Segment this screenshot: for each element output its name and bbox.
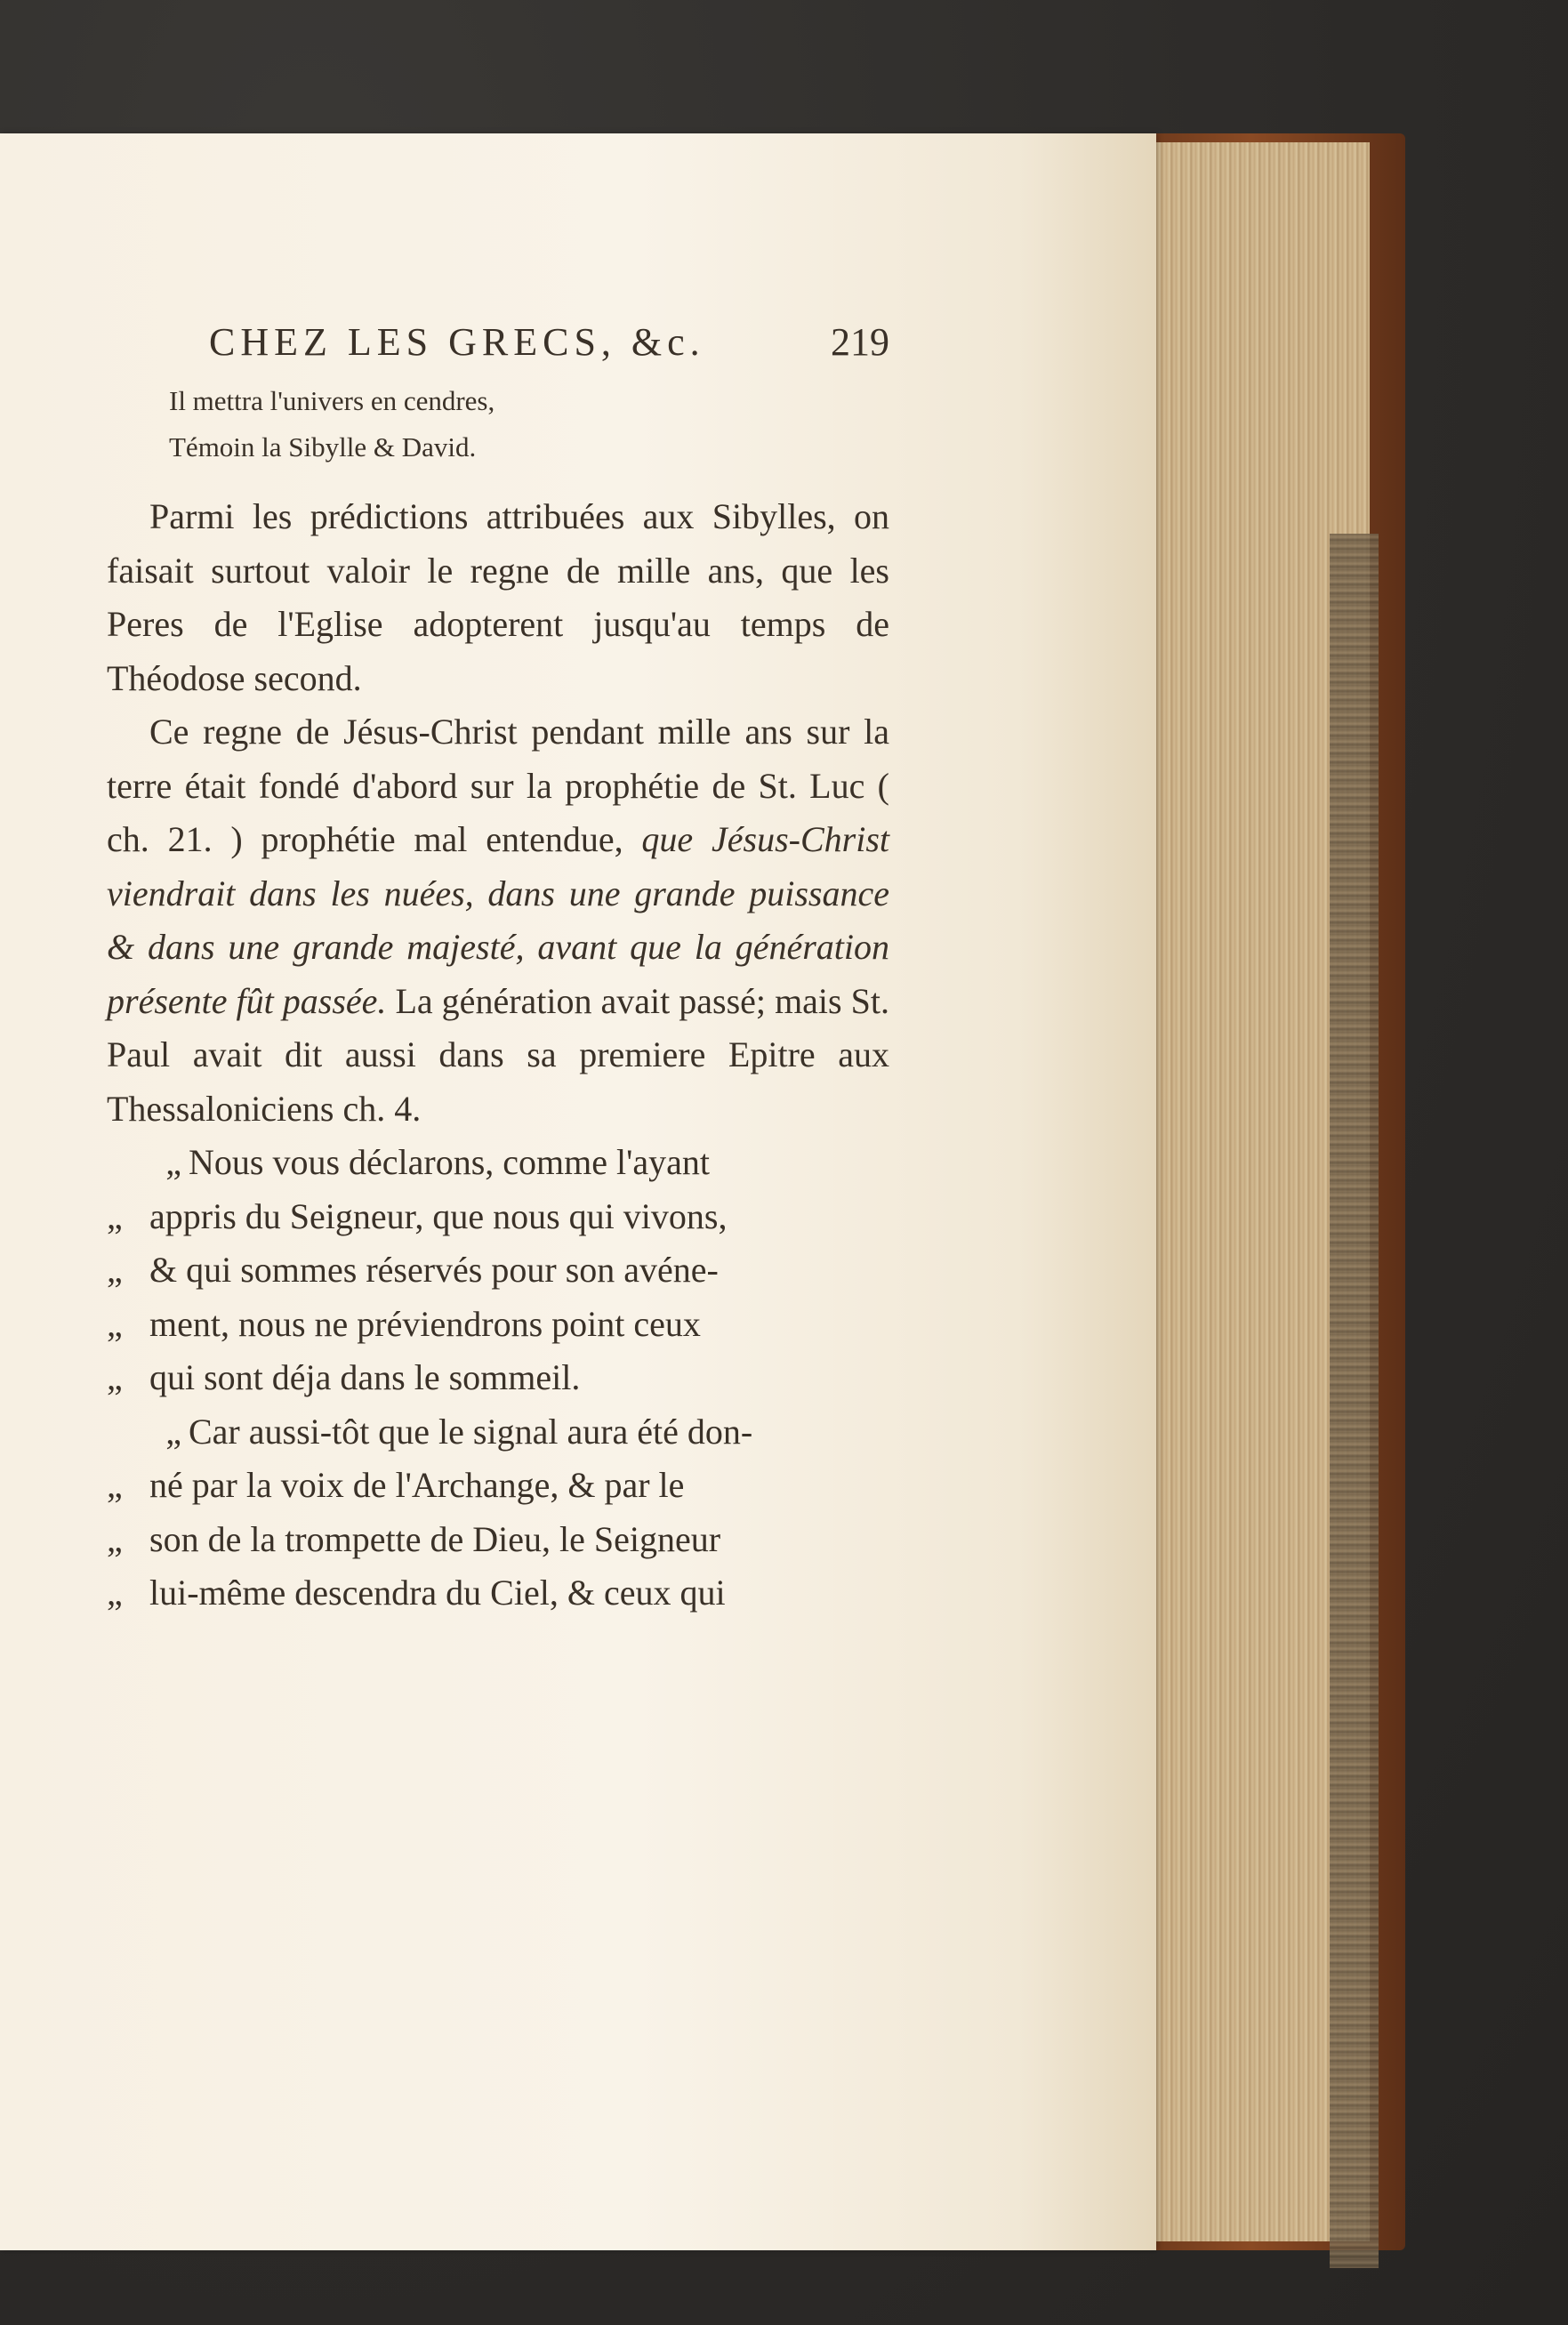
paragraph-lead: Ce regne de Jésus-Christ pendant mille ans sur la terre était fondé d'abord sur la prophétie de St. Luc ( ch. 21. ) prophétie mal entendue, (107, 712, 889, 859)
quote-mark: „ (165, 1411, 181, 1452)
running-head (107, 307, 889, 378)
quote-line: „ lui-même descendra du Ciel, & ceux qui (107, 1566, 889, 1621)
quote-mark: „ (107, 1250, 123, 1290)
quote-line: „ Nous vous déclarons, comme l'ayant (107, 1136, 889, 1190)
quote-mark: „ (107, 1303, 123, 1344)
paragraph-millennium (107, 705, 889, 1136)
paragraph-sibyls: Parmi les prédictions attribuées aux Sibylles, on faisait surtout valoir le regne de mille ans, que les Peres de l'Eglise adopterent jusqu'au temps de Théodose second. (107, 496, 889, 698)
paragraph-tail: La génération avait passé; mais St. Paul avait dit aussi dans sa premiere Epitre aux Thessaloniciens ch. 4. (107, 980, 890, 1129)
quote-line: „ Car aussi-tôt que le signal aura été don- (107, 1405, 889, 1460)
quote-mark: „ (107, 1573, 123, 1613)
quote-line: „ ment, nous ne préviendrons point ceux (107, 1298, 889, 1352)
thessalonians-quote-2 (107, 1405, 889, 1621)
quote-line: „ qui sont déja dans le sommeil. (107, 1351, 889, 1405)
quote-mark: „ (165, 1142, 181, 1182)
fore-edge-stain (1330, 534, 1379, 2268)
quote-mark: „ (107, 1195, 123, 1236)
verse-line: Il mettra l'univers en cendres, (169, 385, 495, 416)
verse-line: Témoin la Sibylle & David. (169, 431, 477, 463)
quote-mark: „ (107, 1518, 123, 1559)
quote-line: „ né par la voix de l'Archange, & par le (107, 1459, 889, 1513)
quote-line: „ & qui sommes réservés pour son avéne- (107, 1243, 889, 1298)
quote-line: „ son de la trompette de Dieu, le Seigneur (107, 1513, 889, 1567)
quote-mark: „ (107, 1465, 123, 1505)
quote-line: „ appris du Seigneur, que nous qui vivons, (107, 1190, 889, 1244)
running-head-title: CHEZ LES GRECS, &c. (209, 320, 705, 364)
book-page (0, 133, 1156, 2250)
page-text (107, 307, 889, 1621)
page-number: 219 (831, 320, 889, 364)
thessalonians-quote-1 (107, 1136, 889, 1405)
verse-quote (107, 378, 889, 471)
luke-quote-italic: que Jésus-Christ viendrait dans les nuées, dans une grande puissance & dans une grande majesté, avant que la génération présente fût passée. (107, 819, 889, 1021)
quote-mark: „ (107, 1357, 123, 1397)
book (0, 133, 1405, 2250)
